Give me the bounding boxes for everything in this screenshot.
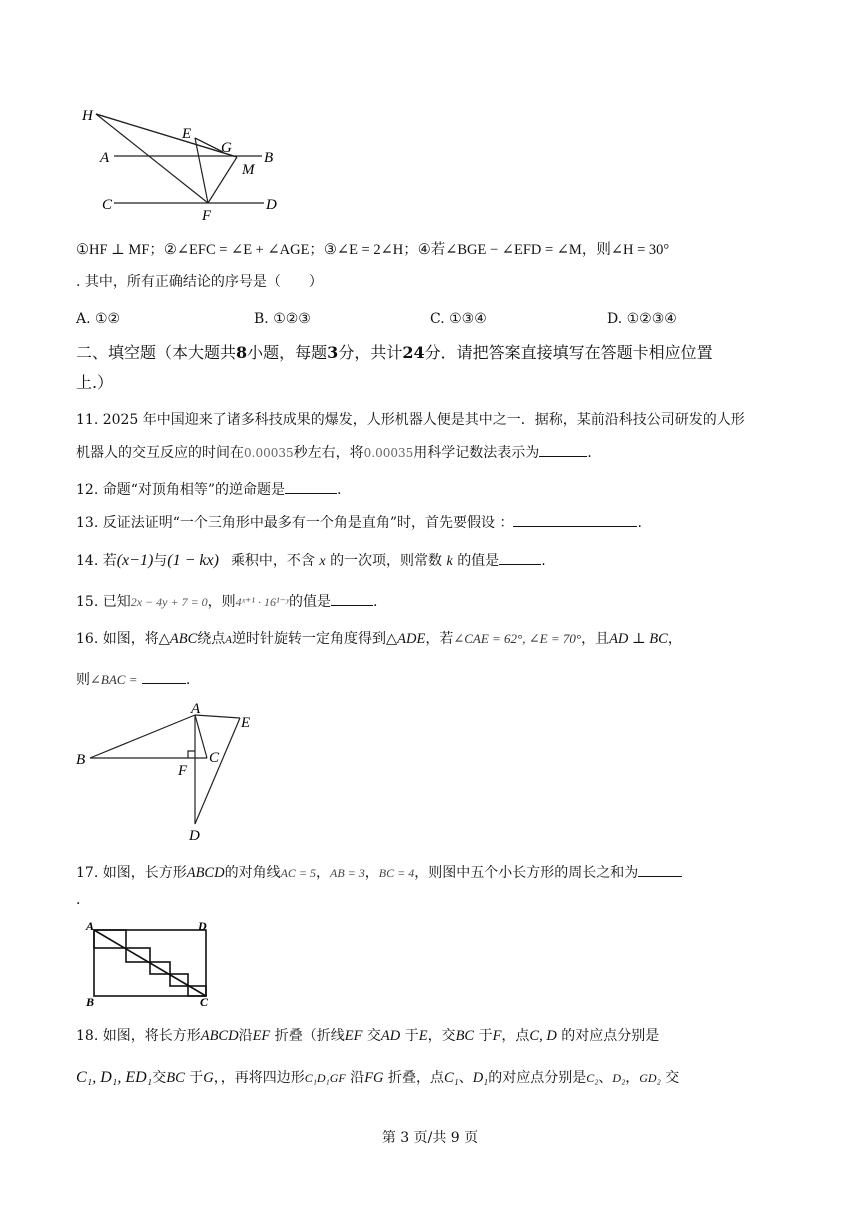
q11-value-1: 0.00035 bbox=[244, 446, 294, 460]
q18-text-d: 交 bbox=[366, 1028, 381, 1044]
q18-comma: ， bbox=[213, 1070, 221, 1086]
q18-d2: D₂ bbox=[612, 1071, 626, 1085]
q12-end: . bbox=[337, 482, 342, 498]
q14-expr1: (x−1) bbox=[116, 552, 154, 569]
q16-text-b: 绕点 bbox=[197, 631, 226, 647]
q18-E: E bbox=[418, 1028, 428, 1044]
q16-text-d: ，若 bbox=[425, 631, 454, 647]
q18-bc: BC bbox=[455, 1028, 475, 1044]
q18-line2 bbox=[76, 1068, 679, 1088]
label-G: G bbox=[221, 140, 232, 156]
q11-line1: 11. 2025 年中国迎来了诸多科技成果的爆发，人形机器人便是其中之一．据称，某前沿科技公司研发的人形 bbox=[76, 412, 745, 428]
q11-value-2: 0.00035 bbox=[363, 446, 414, 460]
q16-text-f: ， bbox=[667, 631, 682, 647]
label-C: C bbox=[102, 197, 113, 213]
q18-text-b: 沿 bbox=[238, 1028, 253, 1044]
section-text-1: 二、填空题（本大题共 bbox=[76, 343, 237, 362]
q17-rect: ABCD bbox=[186, 865, 225, 881]
q14-k: k bbox=[446, 554, 453, 569]
label-E: E bbox=[182, 126, 192, 142]
q17-text-a: 17. 如图，长方形 bbox=[76, 865, 187, 881]
rot-label-D: D bbox=[189, 828, 200, 844]
rect-label-D: D bbox=[198, 919, 207, 933]
figure-rectangle-staircase bbox=[84, 918, 224, 1010]
q10-tail: . 其中，所有正确结论的序号是（ ） bbox=[76, 274, 323, 290]
q11-text-a: 机器人的交互反应的时间在 bbox=[76, 445, 244, 461]
q16-condition: ∠CAE = 62°, ∠E = 70° bbox=[453, 631, 582, 646]
q17-bc: BC = 4 bbox=[378, 866, 415, 880]
q10-option-d: D. ①②③④ bbox=[607, 311, 677, 327]
figure-rotation bbox=[74, 698, 274, 848]
q13-text: 13. 反证法证明“一个三角形中最多有一个角是直角”时，首先要假设 ： bbox=[76, 515, 514, 531]
q18-F: F bbox=[492, 1028, 502, 1044]
q14-text-e: 的值是 bbox=[457, 553, 500, 569]
label-B: B bbox=[264, 150, 274, 166]
q18-gd2: GD₂ bbox=[639, 1071, 661, 1085]
q11-end: . bbox=[587, 445, 592, 461]
q18-text-h: ，点 bbox=[501, 1028, 530, 1044]
section-text-4: 分．请把答案直接填写在答题卡相应位置 bbox=[424, 343, 713, 362]
q11-text-c: 用科学记数法表示为 bbox=[413, 445, 540, 461]
q18-text-m: 沿 bbox=[350, 1070, 365, 1086]
rect-label-C: C bbox=[200, 995, 209, 1009]
section-count: 8 bbox=[236, 343, 248, 362]
section-text-3: 分，共计 bbox=[338, 343, 403, 362]
q18-points: C₁, D₁, ED₁ bbox=[76, 1069, 153, 1086]
rot-label-F: F bbox=[178, 763, 188, 779]
q15-expression: 4ˣ⁺¹ · 16¹⁻ʸ bbox=[235, 595, 289, 609]
q18-quad: C₁D₁GF bbox=[304, 1071, 346, 1085]
q17-text-d: ， bbox=[364, 865, 379, 881]
q10-option-c: C. ①③④ bbox=[430, 311, 487, 327]
q18-text-o: 的对应点分别是 bbox=[488, 1070, 587, 1086]
q18-d1: D₁ bbox=[472, 1070, 489, 1086]
q17-text-c: ， bbox=[316, 865, 331, 881]
q14-text-b: 与 bbox=[153, 553, 168, 569]
q11-line2 bbox=[76, 442, 592, 463]
q18-text-i: 的对应点分别是 bbox=[561, 1028, 660, 1044]
q13-end: . bbox=[637, 515, 642, 531]
q16-tri2: △ADE bbox=[386, 631, 426, 647]
q12 bbox=[76, 479, 341, 500]
q16-point: A bbox=[225, 634, 232, 646]
q18-text-c: 折叠（折线 bbox=[274, 1028, 345, 1044]
q16-end: . bbox=[185, 672, 191, 688]
q16-text-g: 则 bbox=[76, 672, 90, 688]
q18-text-f: ，交 bbox=[427, 1028, 456, 1044]
q14-x: x bbox=[319, 554, 326, 569]
q15-answer-blank[interactable] bbox=[331, 591, 373, 606]
label-A: A bbox=[100, 150, 110, 166]
rot-label-C: C bbox=[209, 750, 220, 766]
q13-answer-blank[interactable] bbox=[513, 512, 637, 527]
q18-rect: ABCD bbox=[200, 1028, 239, 1044]
q18-text-e: 于 bbox=[404, 1028, 419, 1044]
q17-ab: AB = 3 bbox=[330, 866, 365, 880]
q16-line2 bbox=[76, 669, 190, 690]
q16-text-e: ，且 bbox=[581, 631, 610, 647]
q10-statements: ①HF ⊥ MF；②∠EFC = ∠E + ∠AGE；③∠E = 2∠H；④若∠BGE − ∠EFD = ∠M，则∠H = 30° bbox=[76, 242, 670, 258]
q18-ad: AD bbox=[380, 1028, 401, 1044]
q17 bbox=[76, 862, 682, 883]
section-points-each: 3 bbox=[327, 343, 339, 362]
q18-text-k: 于 bbox=[189, 1070, 204, 1086]
q12-text: 12. 命题“对顶角相等”的逆命题是 bbox=[76, 482, 286, 498]
q15-text-c: 的值是 bbox=[288, 594, 331, 610]
q18-G: G bbox=[203, 1070, 214, 1086]
q17-text-e: ，则图中五个小长方形的周长之和为 bbox=[414, 865, 639, 881]
q18-text-l: ，再将四边形 bbox=[220, 1070, 305, 1086]
q18-text-a: 18. 如图，将长方形 bbox=[76, 1028, 201, 1044]
q14-answer-blank[interactable] bbox=[499, 550, 541, 565]
label-M: M bbox=[242, 162, 255, 178]
q16-tri1: △ABC bbox=[158, 631, 198, 647]
q17-end: . bbox=[76, 892, 81, 908]
q16-perp: AD ⊥ BC bbox=[609, 631, 668, 647]
rect-label-B: B bbox=[86, 995, 95, 1009]
q15-condition: 2x − 4y + 7 = 0 bbox=[130, 595, 208, 609]
figure-parallel-lines bbox=[78, 100, 298, 230]
rot-label-B: B bbox=[76, 752, 86, 768]
q12-answer-blank[interactable] bbox=[285, 479, 337, 494]
q17-answer-blank[interactable] bbox=[638, 862, 682, 877]
q14 bbox=[76, 550, 546, 572]
label-D: D bbox=[266, 197, 277, 213]
q16-line1 bbox=[76, 629, 682, 650]
q18-comma2: ， bbox=[625, 1070, 640, 1086]
section-text-2: 小题，每题 bbox=[247, 343, 328, 362]
label-H: H bbox=[82, 108, 93, 124]
q14-text-c: 乘积中，不含 bbox=[230, 553, 315, 569]
section-points-total: 24 bbox=[402, 343, 425, 362]
q18-ef2: EF bbox=[344, 1028, 363, 1044]
q18-line1 bbox=[76, 1026, 659, 1046]
rot-label-E: E bbox=[241, 715, 251, 731]
q18-text-q: 交 bbox=[665, 1070, 680, 1086]
q15 bbox=[76, 591, 377, 612]
q14-expr2: (1 − kx) bbox=[167, 552, 219, 569]
q18-bc2: BC bbox=[166, 1070, 185, 1086]
q18-cd: C, D bbox=[529, 1028, 557, 1044]
q17-text-b: 的对角线 bbox=[224, 865, 281, 881]
rot-label-A: A bbox=[191, 701, 201, 717]
q18-text-j: 交 bbox=[152, 1070, 167, 1086]
q16-text-c: 逆时针旋转一定角度得到 bbox=[232, 631, 386, 647]
rect-label-A: A bbox=[86, 919, 95, 933]
q14-end: . bbox=[541, 553, 546, 569]
q11-answer-blank[interactable] bbox=[539, 442, 587, 457]
q16-ask: ∠BAC = bbox=[90, 672, 138, 687]
q18-sep2: 、 bbox=[598, 1070, 613, 1086]
q16-text-a: 16. 如图，将 bbox=[76, 631, 159, 647]
q14-text-d: 的一次项，则常数 bbox=[330, 553, 443, 569]
q15-text-a: 15. 已知 bbox=[76, 594, 131, 610]
q17-ac: AC = 5 bbox=[280, 866, 317, 880]
q18-c1: C₁ bbox=[443, 1070, 459, 1086]
q18-ef: EF bbox=[252, 1028, 271, 1044]
q18-sep: 、 bbox=[458, 1070, 473, 1086]
page-footer: 第 3 页/共 9 页 bbox=[381, 1130, 479, 1146]
label-F: F bbox=[202, 208, 212, 224]
q15-text-b: ，则 bbox=[207, 594, 236, 610]
q15-end: . bbox=[372, 594, 378, 610]
section-heading bbox=[76, 340, 713, 366]
q13 bbox=[76, 512, 642, 533]
q10-option-b: B. ①②③ bbox=[254, 311, 311, 327]
q14-text-a: 14. 若 bbox=[76, 553, 117, 569]
q18-fg: FG bbox=[364, 1070, 384, 1086]
q18-c2: C₂ bbox=[586, 1071, 599, 1085]
section-heading-line2: 上.） bbox=[76, 373, 114, 392]
q11-text-b: 秒左右，将 bbox=[293, 445, 364, 461]
q16-answer-blank[interactable] bbox=[142, 669, 186, 684]
q18-text-g: 于 bbox=[478, 1028, 493, 1044]
q10-option-a: A. ①② bbox=[76, 311, 121, 327]
q18-text-n: 折叠，点 bbox=[387, 1070, 444, 1086]
